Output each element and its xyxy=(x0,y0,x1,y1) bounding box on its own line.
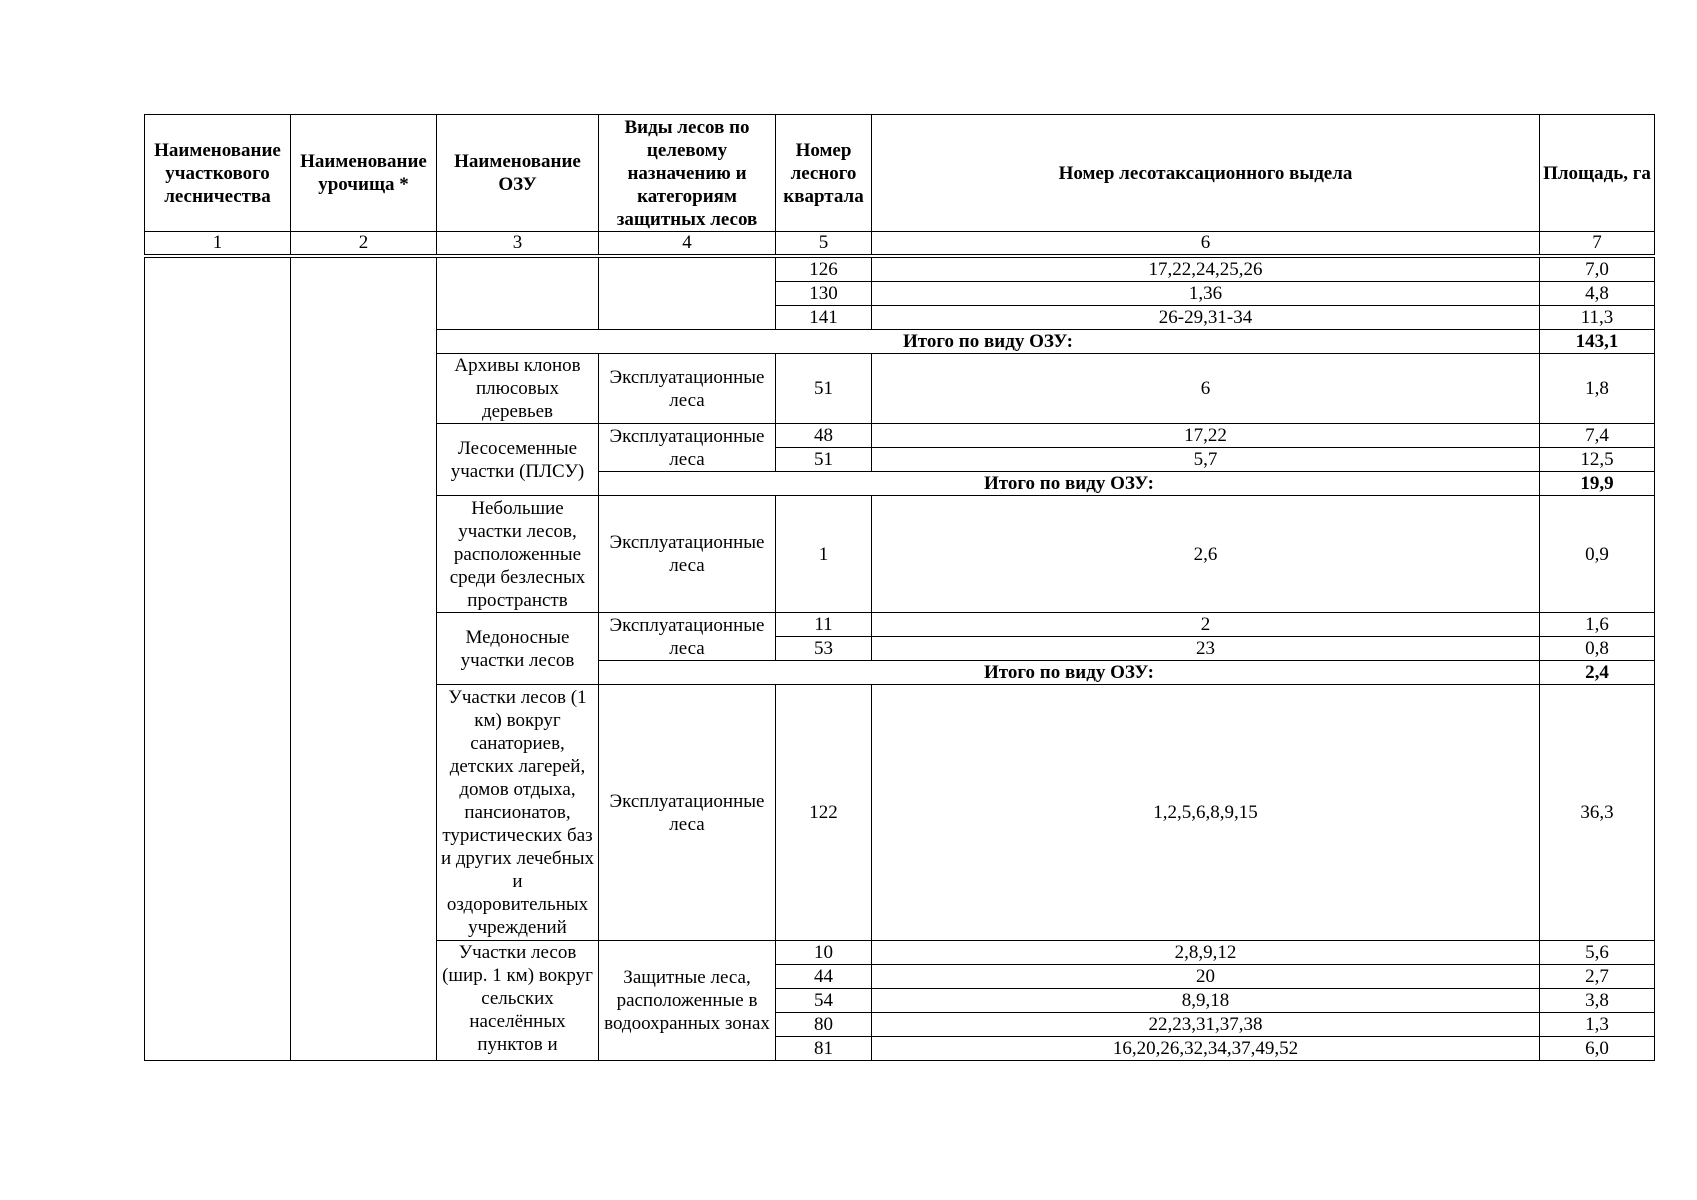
allotment-cell: 22,23,31,37,38 xyxy=(872,1013,1540,1037)
quarter-cell: 126 xyxy=(776,256,872,282)
header-allotment: Номер лесотаксационного выдела xyxy=(872,115,1540,232)
allotment-cell: 26-29,31-34 xyxy=(872,306,1540,330)
quarter-cell: 1 xyxy=(776,496,872,613)
quarter-cell: 80 xyxy=(776,1013,872,1037)
allotment-cell: 6 xyxy=(872,354,1540,424)
allotment-cell: 2,6 xyxy=(872,496,1540,613)
forest-type-cell: Эксплуатационные леса xyxy=(599,496,776,613)
area-cell: 36,3 xyxy=(1540,685,1655,941)
allotment-cell: 2,8,9,12 xyxy=(872,941,1540,965)
quarter-cell: 10 xyxy=(776,941,872,965)
area-cell: 1,6 xyxy=(1540,613,1655,637)
allotment-cell: 20 xyxy=(872,965,1540,989)
allotment-cell: 17,22,24,25,26 xyxy=(872,256,1540,282)
area-cell: 6,0 xyxy=(1540,1037,1655,1061)
col-number: 5 xyxy=(776,232,872,257)
col-number: 3 xyxy=(437,232,599,257)
header-forestry: Наименование участкового лесничества xyxy=(145,115,291,232)
header-row xyxy=(145,115,1655,232)
col-number: 7 xyxy=(1540,232,1655,257)
column-number-row xyxy=(145,232,1655,257)
tract-cell xyxy=(291,256,437,1061)
allotment-cell: 23 xyxy=(872,637,1540,661)
area-cell: 11,3 xyxy=(1540,306,1655,330)
forest-type-cell: Эксплуатационные леса xyxy=(599,685,776,941)
total-label: Итого по виду ОЗУ: xyxy=(599,472,1540,496)
quarter-cell: 51 xyxy=(776,448,872,472)
quarter-cell: 44 xyxy=(776,965,872,989)
forestry-cell xyxy=(145,256,291,1061)
total-value: 19,9 xyxy=(1540,472,1655,496)
quarter-cell: 130 xyxy=(776,282,872,306)
quarter-cell: 53 xyxy=(776,637,872,661)
quarter-cell: 141 xyxy=(776,306,872,330)
area-cell: 4,8 xyxy=(1540,282,1655,306)
total-value: 2,4 xyxy=(1540,661,1655,685)
quarter-cell: 48 xyxy=(776,424,872,448)
allotment-cell: 1,2,5,6,8,9,15 xyxy=(872,685,1540,941)
area-cell: 7,4 xyxy=(1540,424,1655,448)
area-cell: 2,7 xyxy=(1540,965,1655,989)
header-ozu: Наименование ОЗУ xyxy=(437,115,599,232)
quarter-cell: 11 xyxy=(776,613,872,637)
area-cell: 7,0 xyxy=(1540,256,1655,282)
allotment-cell: 5,7 xyxy=(872,448,1540,472)
forest-type-cell: Защитные леса, расположенные в водоохранных зонах xyxy=(599,941,776,1061)
ozu-cell: Архивы клонов плюсовых деревьев xyxy=(437,354,599,424)
total-value: 143,1 xyxy=(1540,330,1655,354)
forest-type-cell: Эксплуатационные леса xyxy=(599,424,776,472)
ozu-cell: Медоносные участки лесов xyxy=(437,613,599,685)
ozu-cell: Участки лесов (1 км) вокруг санаториев, детских лагерей, домов отдыха, пансионатов, туристических баз и других лечебных и оздоровительных учреждений xyxy=(437,685,599,941)
quarter-cell: 122 xyxy=(776,685,872,941)
col-number: 2 xyxy=(291,232,437,257)
quarter-cell: 51 xyxy=(776,354,872,424)
ozu-cell: Участки лесов (шир. 1 км) вокруг сельских населённых пунктов и xyxy=(437,941,599,1061)
area-cell: 1,3 xyxy=(1540,1013,1655,1037)
allotment-cell: 16,20,26,32,34,37,49,52 xyxy=(872,1037,1540,1061)
area-cell: 1,8 xyxy=(1540,354,1655,424)
allotment-cell: 8,9,18 xyxy=(872,989,1540,1013)
area-cell: 5,6 xyxy=(1540,941,1655,965)
area-cell: 0,9 xyxy=(1540,496,1655,613)
area-cell: 0,8 xyxy=(1540,637,1655,661)
ozu-cell: Небольшие участки лесов, расположенные среди безлесных пространств xyxy=(437,496,599,613)
ozu-cell: Лесосеменные участки (ПЛСУ) xyxy=(437,424,599,496)
total-label: Итого по виду ОЗУ: xyxy=(437,330,1540,354)
total-label: Итого по виду ОЗУ: xyxy=(599,661,1540,685)
header-area: Площадь, га xyxy=(1540,115,1655,232)
header-quarter: Номер лесного квартала xyxy=(776,115,872,232)
forest-type-cell: Эксплуатационные леса xyxy=(599,354,776,424)
allotment-cell: 2 xyxy=(872,613,1540,637)
allotment-cell: 1,36 xyxy=(872,282,1540,306)
forest-type-cell xyxy=(599,256,776,330)
col-number: 4 xyxy=(599,232,776,257)
quarter-cell: 54 xyxy=(776,989,872,1013)
header-tract: Наименование урочища * xyxy=(291,115,437,232)
ozu-cell xyxy=(437,256,599,330)
area-cell: 12,5 xyxy=(1540,448,1655,472)
forest-type-cell: Эксплуатационные леса xyxy=(599,613,776,661)
area-cell: 3,8 xyxy=(1540,989,1655,1013)
quarter-cell: 81 xyxy=(776,1037,872,1061)
header-forest-type: Виды лесов по целевому назначению и категориям защитных лесов xyxy=(599,115,776,232)
table-row xyxy=(145,256,1655,282)
col-number: 6 xyxy=(872,232,1540,257)
col-number: 1 xyxy=(145,232,291,257)
allotment-cell: 17,22 xyxy=(872,424,1540,448)
forest-table xyxy=(144,114,1655,1061)
